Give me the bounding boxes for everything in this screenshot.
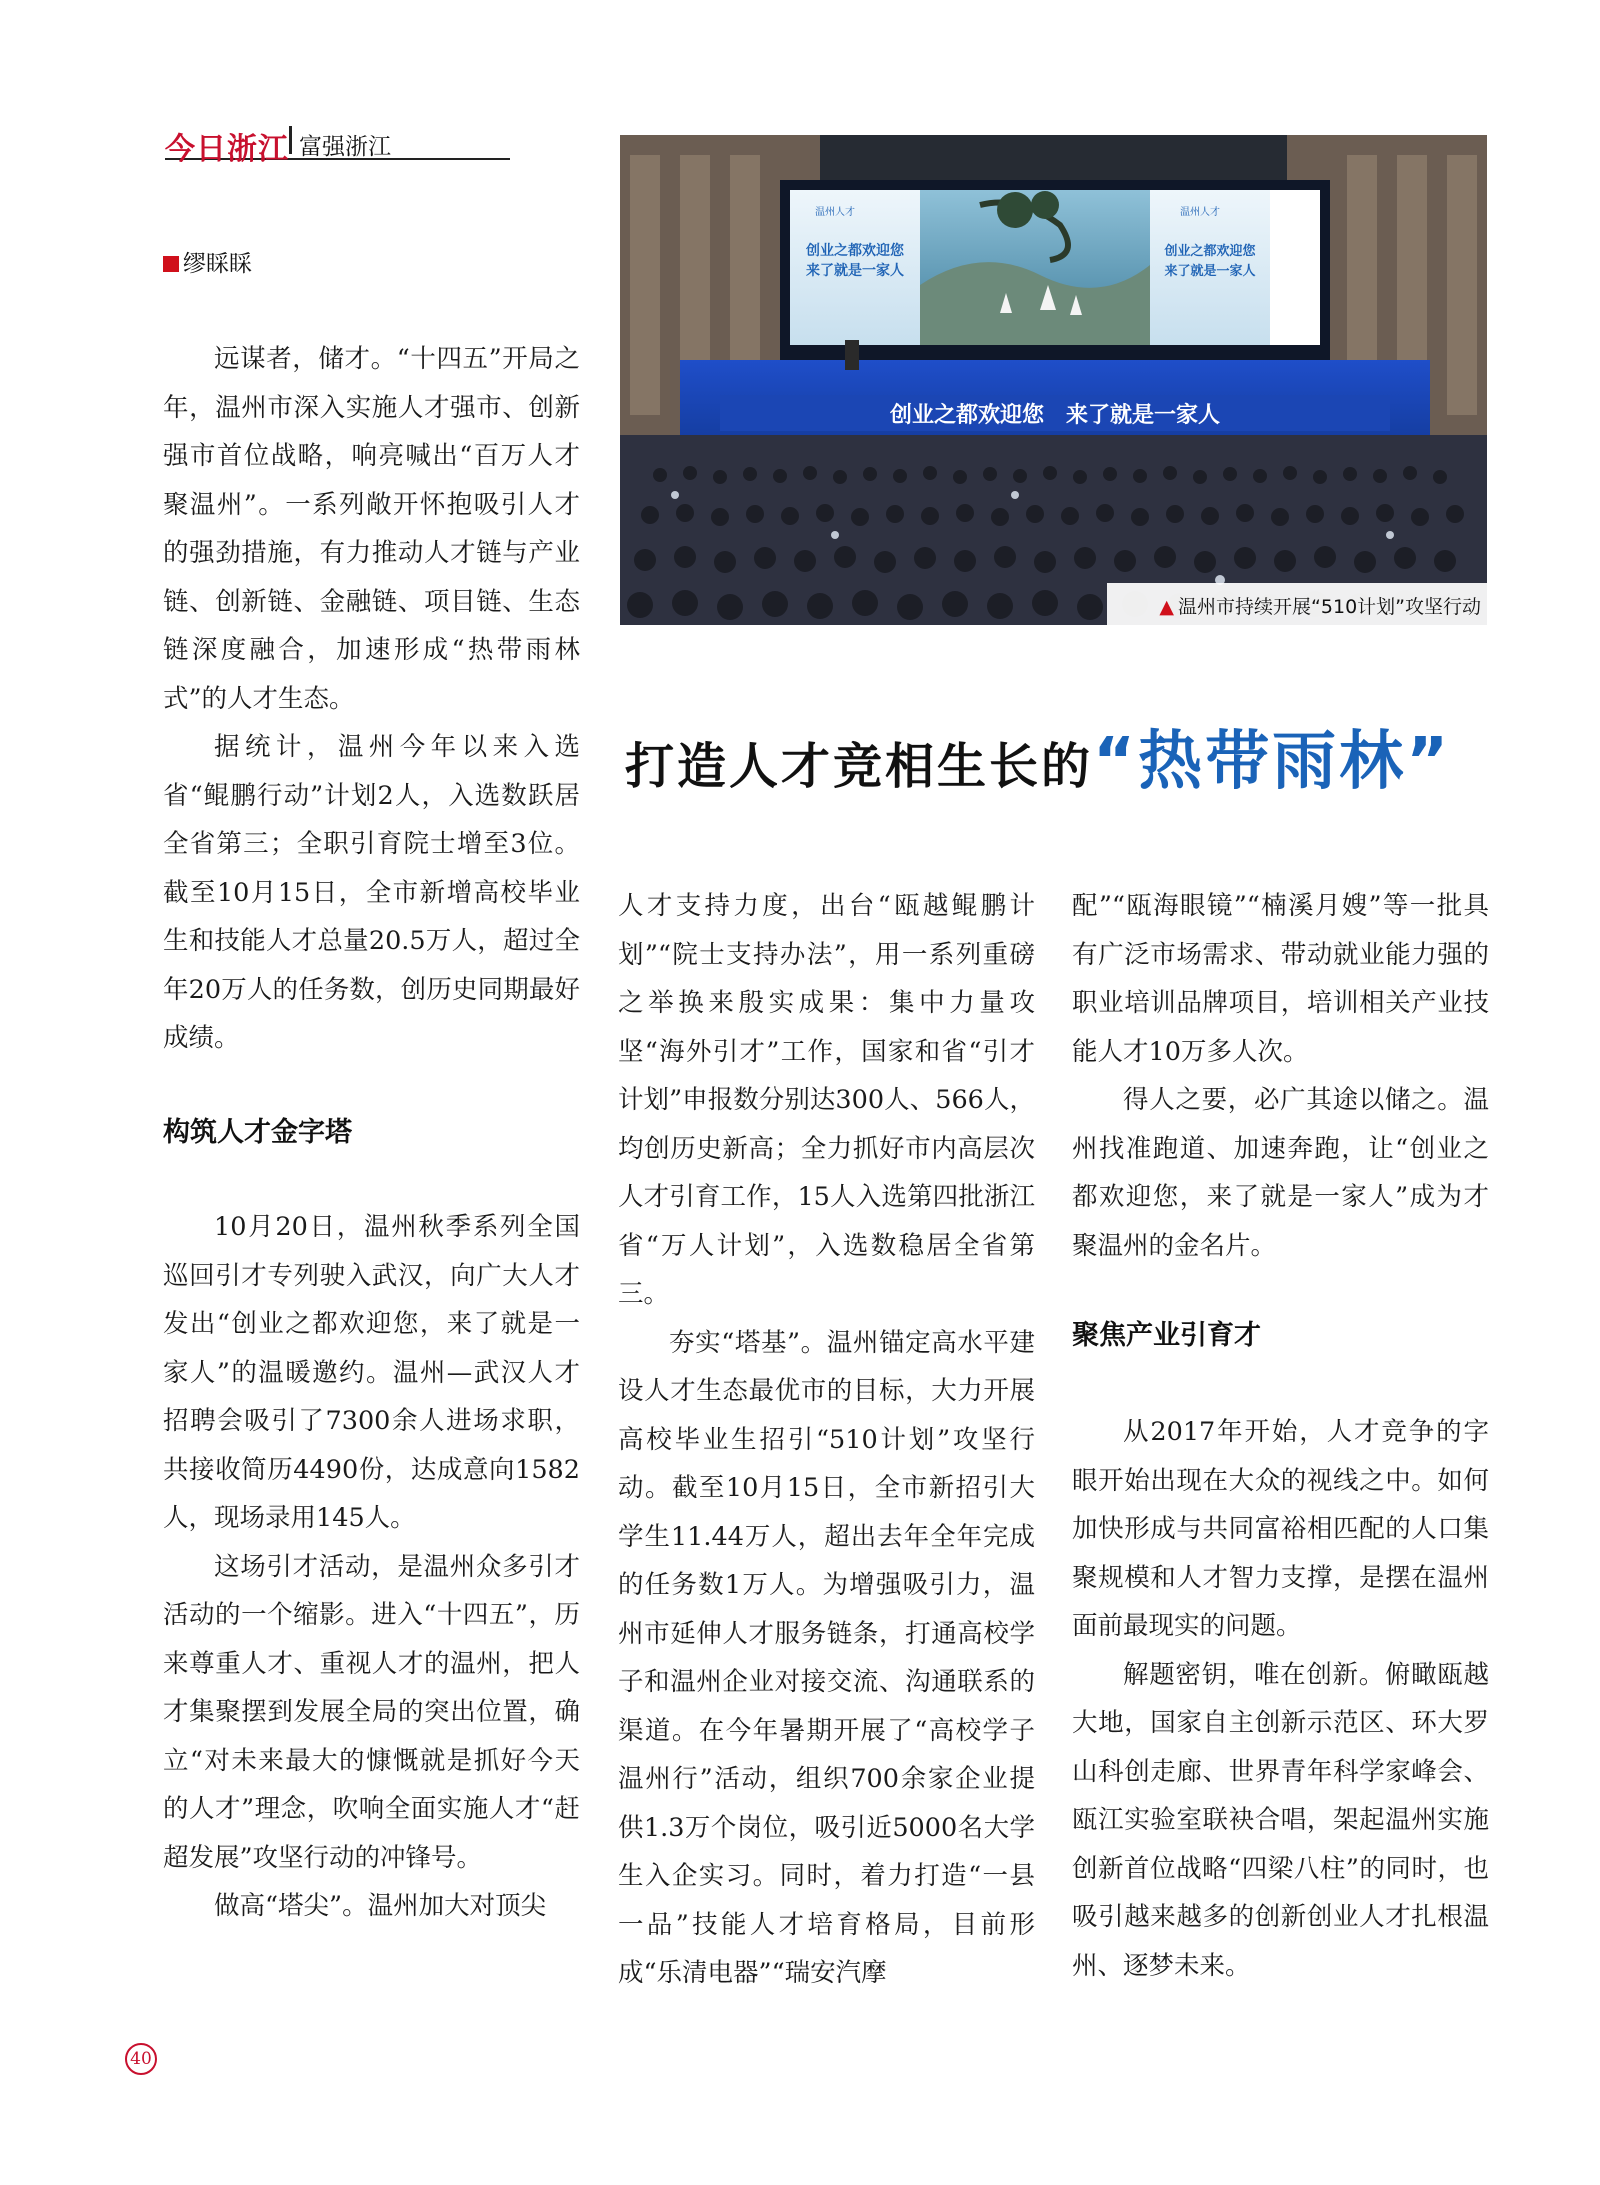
column-2 [618, 882, 1035, 1998]
paragraph: 夯实“塔基”。温州锚定高水平建设人才生态最优市的目标，大力开展高校毕业生招引“510计划”攻坚行动。截至10月15日，全市新招引大学生11.44万人，超出去年全年完成的任务数1万人。为增强吸引力，温州市延伸人才服务链条，打通高校学子和温州企业对接交流、沟通联系的渠道。在今年暑期开展了“高校学子温州行”活动，组织700余家企业提供1.3万个岗位，吸引近5000名大学生入企实习。同时，着力打造“一县一品”技能人才培育格局，目前形成“乐清电器”“瑞安汽摩 [618, 1327, 1035, 1988]
author-name: 缪睬睬 [183, 251, 252, 277]
column-3-top [1072, 882, 1489, 1270]
triangle-icon: ▲ [1159, 596, 1175, 618]
header-divider [289, 126, 292, 154]
paragraph: 配”“瓯海眼镜”“楠溪月嫂”等一批具有广泛市场需求、带动就业能力强的职业培训品牌项目，培训相关产业技能人才10万多人次。 [1072, 891, 1489, 1067]
red-square-icon [163, 256, 179, 272]
svg-text:来了就是一家人: 来了就是一家人 [1164, 264, 1256, 279]
column-3-bottom [1072, 1408, 1489, 1990]
magazine-logo: 今日浙江 [165, 132, 289, 167]
svg-text:温州人才: 温州人才 [815, 207, 855, 218]
title-main: 打造人才竞相生长的 [625, 738, 1094, 795]
section-name: 富强浙江 [299, 134, 391, 160]
article-title [625, 710, 1451, 802]
paragraph: 从2017年开始，人才竞争的字眼开始出现在大众的视线之中。如何加快形成与共同富裕相匹配的人口集聚规模和人才智力支撑，是摆在温州面前最现实的问题。 [1072, 1417, 1489, 1641]
event-photo [620, 135, 1487, 625]
svg-text:创业之都欢迎您: 创业之都欢迎您 [806, 243, 904, 259]
paragraph: 据统计，温州今年以来入选省“鲲鹏行动”计划2人，入选数跃居全省第三；全职引育院士增至3位。截至10月15日，全市新增高校毕业生和技能人才总量20.5万人，超过全年20万人的任务数，创历史同期最好成绩。 [163, 732, 580, 1053]
svg-text:来了就是一家人: 来了就是一家人 [806, 263, 904, 279]
paragraph: 解题密钥，唯在创新。俯瞰瓯越大地，国家自主创新示范区、环大罗山科创走廊、世界青年科学家峰会、瓯江实验室联袂合唱，架起温州实施创新首位战略“四梁八柱”的同时，也吸引越来越多的创新创业人才扎根温州、逐梦未来。 [1072, 1659, 1489, 1981]
svg-text:创业之都欢迎您 来了就是一家人: 创业之都欢迎您 来了就是一家人 [889, 403, 1221, 428]
author-byline [163, 245, 252, 278]
paragraph: 得人之要，必广其途以储之。温州找准跑道、加速奔跑，让“创业之都欢迎您，来了就是一家人”成为才聚温州的金名片。 [1072, 1085, 1489, 1261]
svg-text:创业之都欢迎您: 创业之都欢迎您 [1164, 244, 1256, 259]
column-1-bottom [163, 1203, 580, 1931]
photo-caption-bar [1107, 583, 1487, 625]
conference-photo-illustration [620, 135, 1487, 625]
magazine-header [165, 122, 510, 167]
paragraph: 人才支持力度，出台“瓯越鲲鹏计划”“院士支持办法”，用一系列重磅之举换来殷实成果：集中力量攻坚“海外引才”工作，国家和省“引才计划”申报数分别达300人、566人，均创历史新高；全力抓好市内高层次人才引育工作，15人入选第四批浙江省“万人计划”，入选数稳居全省第三。 [618, 891, 1035, 1309]
column-1-top [163, 335, 580, 1063]
paragraph: 做高“塔尖”。温州加大对顶尖 [214, 1891, 547, 1921]
page-number: 40 [125, 2043, 157, 2075]
paragraph: 远谋者，储才。“十四五”开局之年，温州市深入实施人才强市、创新强市首位战略，响亮喊出“百万人才聚温州”。一系列敞开怀抱吸引人才的强劲措施，有力推动人才链与产业链、创新链、金融链、项目链、生态链深度融合，加速形成“热带雨林式”的人才生态。 [163, 344, 580, 714]
photo-caption: ▲ 温州市持续开展“510计划”攻坚行动 [1159, 596, 1481, 618]
subhead-talent-pyramid: 构筑人才金字塔 [163, 1117, 352, 1148]
svg-text:温州人才: 温州人才 [1180, 207, 1220, 218]
title-highlight: “热带雨林” [1093, 725, 1452, 799]
paragraph: 10月20日，温州秋季系列全国巡回引才专列驶入武汉，向广大人才发出“创业之都欢迎您，来了就是一家人”的温暖邀约。温州—武汉人才招聘会吸引了7300余人进场求职，共接收简历4490份，达成意向1582人，现场录用145人。 [163, 1212, 580, 1533]
paragraph: 这场引才活动，是温州众多引才活动的一个缩影。进入“十四五”，历来尊重人才、重视人才的温州，把人才集聚摆到发展全局的突出位置，确立“对未来最大的慷慨就是抓好今天的人才”理念，吹响全面实施人才“赶超发展”攻坚行动的冲锋号。 [163, 1551, 580, 1873]
subhead-industry-talent: 聚焦产业引育才 [1072, 1320, 1261, 1351]
